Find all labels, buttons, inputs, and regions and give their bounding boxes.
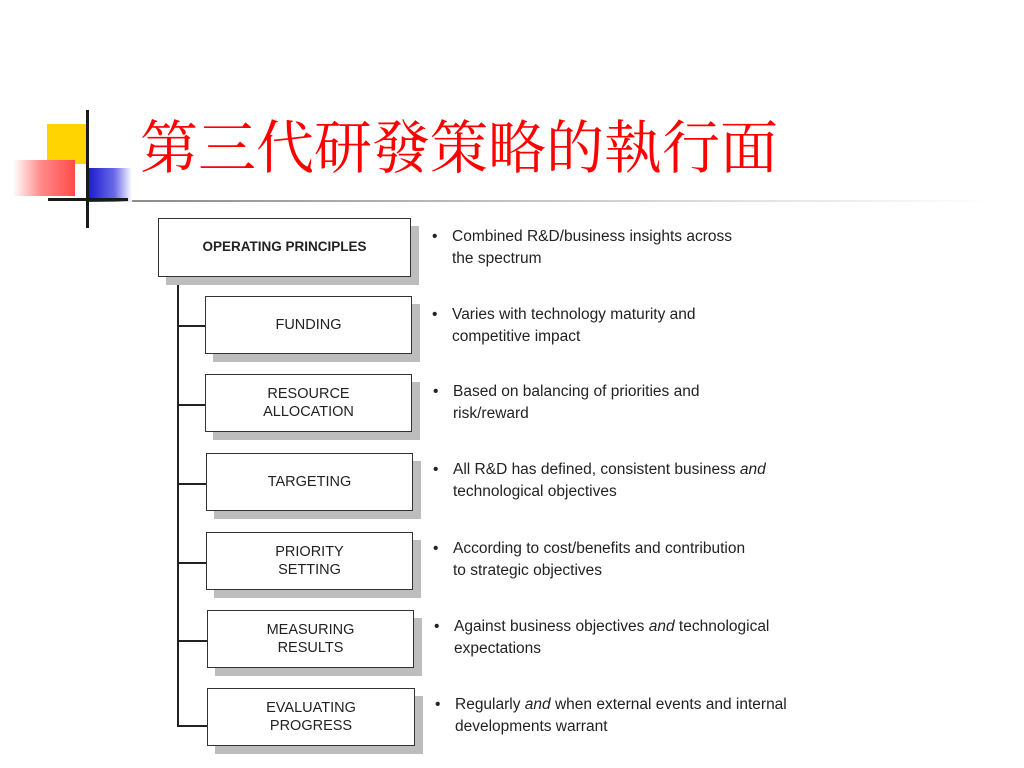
description-line: to strategic objectives [453,562,603,579]
description-line: Based on balancing of priorities and [453,383,700,400]
priority-setting-box: PRIORITY SETTING [206,532,413,590]
description-text: Against business objectives [454,618,649,635]
description-line: Combined R&D/business insights across [452,228,732,245]
bullet-marker: • [434,618,440,635]
description-line: developments warrant [455,718,608,735]
tree-branch-evaluating-progress [177,725,208,727]
targeting-description [433,459,853,503]
priority-setting-description [433,538,853,582]
description-text: Regularly [455,696,525,713]
description-line: the spectrum [452,250,542,267]
description-text: technological [674,618,770,635]
evaluating-progress-box: EVALUATING PROGRESS [207,688,415,746]
page-title: 第三代研發策略的執行面 [140,114,779,182]
targeting-box: TARGETING [206,453,413,511]
resource-allocation-description [433,381,853,425]
emphasis-and: and [648,618,675,635]
tree-branch-priority-setting [177,562,206,564]
bullet-marker: • [432,228,438,245]
bullet-marker: • [432,306,438,323]
operating-principles-box: OPERATING PRINCIPLES [158,218,411,277]
description-line: expectations [454,640,542,657]
description-line: According to cost/benefits and contribution [453,540,746,557]
measuring-results-description [434,616,854,660]
tree-trunk-line [177,280,179,726]
bullet-marker: • [433,461,439,478]
description-text: All R&D has defined, consistent business [453,461,740,478]
description-line [455,694,855,716]
emphasis-and: and [739,461,766,478]
tree-branch-targeting [177,483,206,485]
funding-box: FUNDING [205,296,412,354]
tree-branch-measuring-results [177,640,207,642]
bullet-marker: • [433,383,439,400]
description-line: Varies with technology maturity and [452,306,696,323]
bullet-marker: • [433,540,439,557]
emphasis-and: and [524,696,551,713]
description-line: risk/reward [453,405,529,422]
funding-description [432,304,852,348]
measuring-results-box: MEASURING RESULTS [207,610,414,668]
evaluating-progress-description [435,694,855,738]
description-line [453,459,853,481]
description-text: when external events and internal [550,696,787,713]
description-line [454,616,854,638]
tree-branch-resource-allocation [177,404,205,406]
resource-allocation-box: RESOURCE ALLOCATION [205,374,412,432]
description-line: competitive impact [452,328,581,345]
description-line: technological objectives [453,483,617,500]
operating-principles-description [432,226,852,270]
tree-branch-funding [177,325,205,327]
bullet-marker: • [435,696,441,713]
